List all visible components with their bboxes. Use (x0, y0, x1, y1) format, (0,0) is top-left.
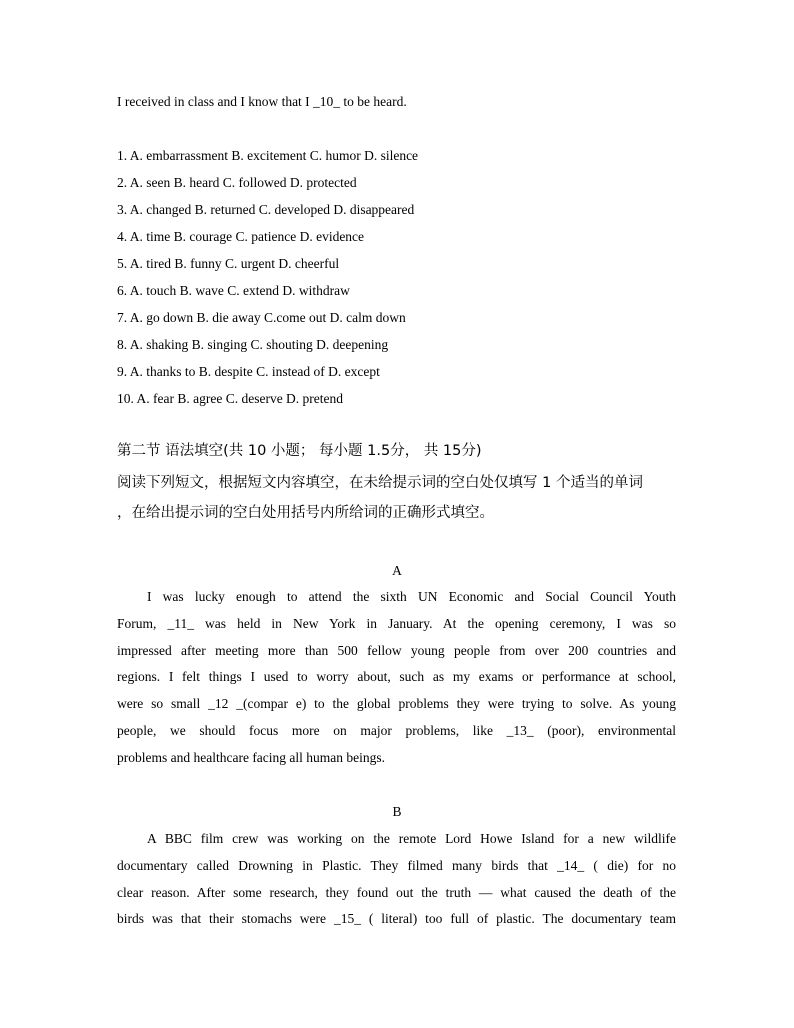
passage-a-label: A (392, 563, 402, 578)
passage-a-line: were so small _12 _(compar e) to the global problems they were trying to solve. As young (117, 696, 676, 712)
option-9: 9. A. thanks to B. despite C. instead of D. except (117, 364, 380, 379)
passage-b-label: B (392, 804, 402, 819)
passage-b-line: A BBC film crew was working on the remote Lord Howe Island for a new wildlife (147, 831, 676, 846)
intro-line: I received in class and I know that I _10_ to be heard. (117, 94, 407, 109)
passage-b-line: birds was that their stomachs were _15_ ( literal) too full of plastic. The documentary team (117, 911, 676, 927)
passage-b-line: clear reason. After some research, they found out the truth — what caused the death of the (117, 884, 676, 900)
passage-a-line: problems and healthcare facing all human beings. (117, 749, 386, 765)
option-6: 6. A. touch B. wave C. extend D. withdraw (117, 283, 350, 298)
section-heading: 第二节 语法填空(共 10 小题； 每小题 1.5分， 共 15分) (117, 443, 482, 459)
passage-a-line: Forum, _11_ was held in New York in January. At the opening ceremony, I was so (117, 615, 676, 631)
passage-a-line: I was lucky enough to attend the sixth UN Economic and Social Council Youth (147, 589, 676, 604)
passage-b (117, 826, 676, 933)
passage-a (117, 584, 676, 772)
option-8: 8. A. shaking B. singing C. shouting D. deepening (117, 337, 389, 352)
option-2: 2. A. seen B. heard C. followed D. protected (117, 175, 357, 190)
passage-a-line: regions. I felt things I used to worry about, such as my exams or performance at school, (117, 669, 676, 685)
option-5: 5. A. tired B. funny C. urgent D. cheerful (117, 256, 340, 271)
passage-a-line: impressed after meeting more than 500 fellow young people from over 200 countries and (117, 642, 676, 658)
instructions-line-1: 阅读下列短文，根据短文内容填空，在未给提示词的空白处仅填写 1 个适当的单词 (117, 475, 643, 491)
passage-a-line: people, we should focus more on major problems, like _13_ (poor), environmental (117, 722, 676, 738)
option-3: 3. A. changed B. returned C. developed D. disappeared (117, 202, 415, 217)
option-7: 7. A. go down B. die away C.come out D. calm down (117, 310, 406, 325)
instructions-line-2: ，在给出提示词的空白处用括号内所给词的正确形式填空。 (117, 505, 494, 521)
option-10: 10. A. fear B. agree C. deserve D. pretend (117, 391, 344, 406)
passage-b-line: documentary called Drowning in Plastic. They filmed many birds that _14_ ( die) for no (117, 857, 676, 873)
option-4: 4. A. time B. courage C. patience D. evidence (117, 229, 365, 244)
option-1: 1. A. embarrassment B. excitement C. humor D. silence (117, 148, 419, 163)
